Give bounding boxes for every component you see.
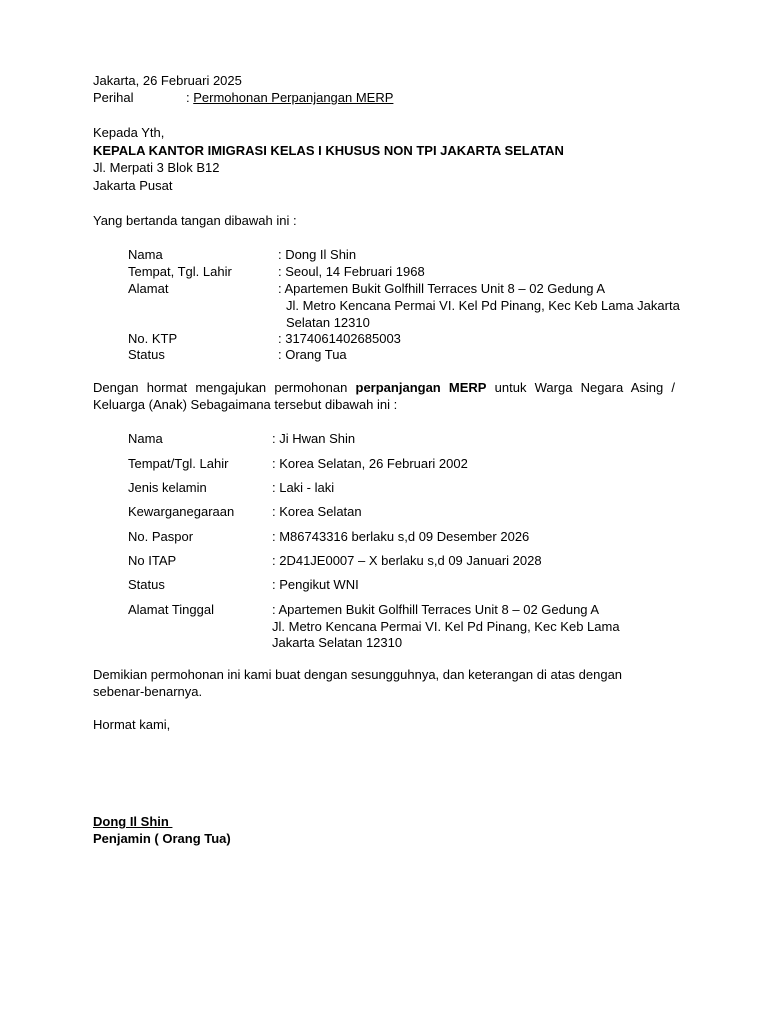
recipient-office: KEPALA KANTOR IMIGRASI KELAS I KHUSUS NON TPI JAKARTA SELATAN bbox=[93, 143, 564, 158]
greeting: Kepada Yth, bbox=[93, 125, 165, 140]
place-date: Jakarta, 26 Februari 2025 bbox=[93, 73, 242, 88]
request-bold: perpanjangan MERP bbox=[355, 380, 487, 395]
applicant-value: : Laki - laki bbox=[272, 480, 335, 495]
request-paragraph bbox=[93, 379, 675, 413]
intro-text: Yang bertanda tangan dibawah ini : bbox=[93, 213, 297, 228]
applicant-label: Nama bbox=[128, 431, 163, 446]
recipient-city: Jakarta Pusat bbox=[93, 178, 173, 193]
signer-value: : Orang Tua bbox=[278, 347, 347, 362]
applicant-label: Alamat Tinggal bbox=[128, 602, 214, 617]
signatory-role: Penjamin ( Orang Tua) bbox=[93, 831, 231, 846]
perihal-colon: : bbox=[186, 90, 194, 105]
signer-value: : Dong Il Shin bbox=[278, 247, 357, 262]
signer-value: : 3174061402685003 bbox=[278, 331, 401, 346]
applicant-label: Jenis kelamin bbox=[128, 480, 207, 495]
applicant-address-line: Jakarta Selatan 12310 bbox=[272, 635, 403, 650]
signer-address-line: Jl. Metro Kencana Permai VI. Kel Pd Pinang, Kec Keb Lama Jakarta bbox=[286, 298, 680, 313]
perihal-label: Perihal bbox=[93, 90, 134, 105]
signer-value: : Apartemen Bukit Golfhill Terraces Unit 8 – 02 Gedung A bbox=[278, 281, 606, 296]
applicant-label: No ITAP bbox=[128, 553, 177, 568]
signatory-name: Dong Il Shin bbox=[93, 814, 173, 829]
applicant-label: Kewarganegaraan bbox=[128, 504, 235, 519]
applicant-label: No. Paspor bbox=[128, 529, 194, 544]
signer-label: Tempat, Tgl. Lahir bbox=[128, 264, 232, 279]
signer-label: Alamat bbox=[128, 281, 169, 296]
applicant-label: Tempat/Tgl. Lahir bbox=[128, 456, 229, 471]
signer-value: : Seoul, 14 Februari 1968 bbox=[278, 264, 425, 279]
applicant-value: : M86743316 berlaku s,d 09 Desember 2026 bbox=[272, 529, 530, 544]
perihal-line bbox=[93, 89, 133, 106]
applicant-value: : Korea Selatan bbox=[272, 504, 362, 519]
applicant-value: : Korea Selatan, 26 Februari 2002 bbox=[272, 456, 468, 471]
applicant-value: : 2D41JE0007 – X berlaku s,d 09 Januari 2028 bbox=[272, 553, 542, 568]
applicant-label: Status bbox=[128, 577, 165, 592]
regards: Hormat kami, bbox=[93, 717, 171, 732]
applicant-value: : Pengikut WNI bbox=[272, 577, 359, 592]
request-text: untuk Warga Negara Asing / Keluarga (Anak) Sebagaimana tersebut dibawah ini : bbox=[93, 380, 675, 412]
applicant-value: : Apartemen Bukit Golfhill Terraces Unit 8 – 02 Gedung A bbox=[272, 602, 600, 617]
recipient-street: Jl. Merpati 3 Blok B12 bbox=[93, 160, 220, 175]
signer-label: Nama bbox=[128, 247, 163, 262]
perihal-subject: Permohonan Perpanjangan MERP bbox=[193, 90, 394, 105]
signer-label: Status bbox=[128, 347, 165, 362]
request-text: Dengan hormat mengajukan permohonan bbox=[93, 380, 356, 395]
perihal-value bbox=[186, 89, 393, 106]
signer-label: No. KTP bbox=[128, 331, 178, 346]
closing-paragraph: Demikian permohonan ini kami buat dengan sesungguhnya, dan keterangan di atas dengan sebenar-benarnya. bbox=[93, 667, 623, 699]
applicant-value: : Ji Hwan Shin bbox=[272, 431, 356, 446]
applicant-address-line: Jl. Metro Kencana Permai VI. Kel Pd Pinang, Kec Keb Lama bbox=[272, 619, 620, 634]
signer-address-line: Selatan 12310 bbox=[286, 315, 370, 330]
